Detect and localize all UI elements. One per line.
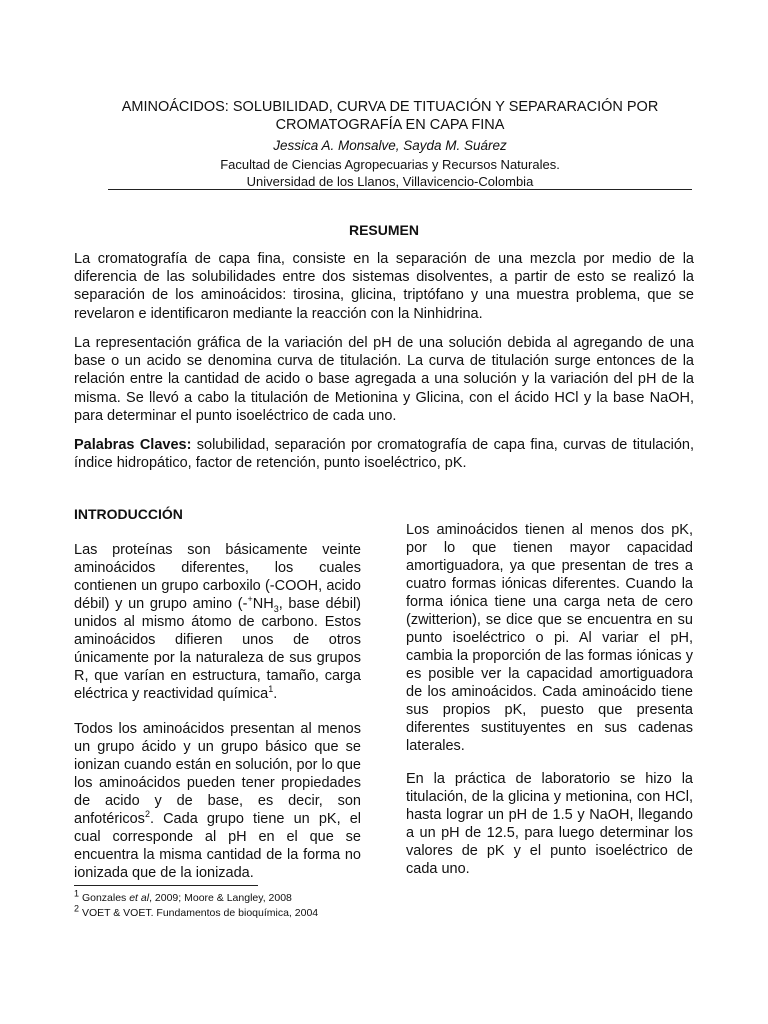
intro-paragraph-4: En la práctica de laboratorio se hizo la titulación, de la glicina y metionina, con HCl, hasta lograr un pH de 1.5 y NaOH, llegando a un pH de 12.5, para luego determinar los valores de pK y el punto isoeléctrico de cada uno.: [406, 771, 693, 877]
paper-title-line-1: AMINOÁCIDOS: SOLUBILIDAD, CURVA DE TITUACIÓN Y SEPARARACIÓN POR: [121, 99, 659, 115]
keywords-label: Palabras Claves:: [74, 437, 192, 453]
intro-p1-text-b: , base débil) unidos al mismo átomo de carbono. Estos aminoácidos difieren unos de otros únicamente por la naturaleza de sus grupos R, que varían en estructura, tamaño, carga eléctrica y reactividad química: [74, 596, 361, 702]
footnote-ref-2[interactable]: 2: [144, 809, 150, 820]
intro-paragraph-3: Los aminoácidos tienen al menos dos pK, por lo que tienen mayor capacidad amortiguadora, ya que presentan de tres a cuatro formas iónicas diferentes. Cuando la forma iónica tiene una carga neta de cero (zwitterion), se dice que se encuentra en su punto isoeléctrico o pi. Al variar el pH, cambia la proporción de las formas iónicas y es posible ver la capacidad amortiguadora de los aminoácidos. Cada aminoácido tiene sus propios pK, puesto que presenta diferentes sustituyentes en sus cadenas laterales.: [406, 522, 693, 754]
paper-title: [80, 98, 700, 134]
abstract-heading: RESUMEN: [348, 222, 419, 238]
footnote-1: [74, 888, 292, 905]
footnote-ref-1[interactable]: 1: [268, 684, 274, 695]
intro-p1-nh: NH: [252, 596, 274, 612]
paper-authors: Jessica A. Monsalve, Sayda M. Suárez: [273, 138, 507, 153]
paper-title-line-2: CROMATOGRAFÍA EN CAPA FINA: [275, 117, 505, 133]
intro-paragraph-2: [74, 720, 361, 882]
intro-p2-text-b: . Cada grupo tiene un pK, el cual corresponde al pH en el que se encuentra la misma cantidad de la forma no ionizada que de la ionizada.: [74, 811, 361, 881]
footnote-2-number: 2: [74, 903, 80, 914]
intro-p2-text-a: Todos los aminoácidos presentan al menos un grupo ácido y un grupo básico que se ionizan cuando están en solución, por lo que los aminoácidos pueden tener propiedades de acido y de base, es decir, son anfotéricos: [74, 721, 361, 827]
abstract-paragraph-2: La representación gráfica de la variación del pH de una solución debida al agregando de una base o un acido se denomina curva de titulación. La curva de titulación surge entonces de la relación entre la cantidad de acido o base agregada a una solución y la variación del pH de la misma. Se llevó a cabo la titulación de Metionina y Glicina, con el ácido HCl y la base NaOH, para determinar el punto isoeléctrico de cada uno.: [74, 335, 694, 424]
intro-paragraph-1: [74, 541, 361, 703]
footnote-1-text: Gonzales: [81, 892, 130, 904]
footnote-1-number: 1: [74, 888, 80, 899]
paper-affiliation: [80, 156, 700, 190]
intro-p1-subscript: 3: [273, 603, 279, 614]
footnote-1-italic: et al: [129, 892, 150, 904]
introduction-heading: INTRODUCCIÓN: [74, 506, 183, 522]
header-divider: [108, 189, 692, 190]
footnote-2-text: VOET & VOET. Fundamentos de bioquímica, 2004: [81, 907, 319, 919]
affiliation-line-2: Universidad de los Llanos, Villavicencio-Colombia: [246, 174, 534, 189]
intro-p1-text-a: Las proteínas son básicamente veinte aminoácidos diferentes, los cuales contienen un grupo carboxilo (-COOH, acido débil) y un grupo amino (-: [74, 542, 361, 612]
intro-p1-end: .: [273, 686, 278, 702]
footnote-divider: [74, 885, 258, 886]
keywords-text: solubilidad, separación por cromatografía de capa fina, curvas de titulación, índice hidropático, factor de retención, punto isoeléctrico, pK.: [74, 437, 694, 472]
affiliation-line-1: Facultad de Ciencias Agropecuarias y Recursos Naturales.: [220, 157, 560, 172]
footnote-1-text-end: , 2009; Moore & Langley, 2008: [149, 892, 292, 904]
abstract-paragraph-1: La cromatografía de capa fina, consiste en la separación de una mezcla por medio de la diferencia de las solubilidades entre dos sistemas disolventes, a partir de esto se realizó la separación de los aminoácidos: tirosina, glicina, triptófano y una muestra problema, que se revelaron e identificaron mediante la reacción con la Ninhidrina.: [74, 251, 694, 322]
keywords-paragraph: [74, 436, 694, 472]
footnote-2: [74, 903, 319, 920]
intro-p1-charge: +: [247, 594, 253, 605]
